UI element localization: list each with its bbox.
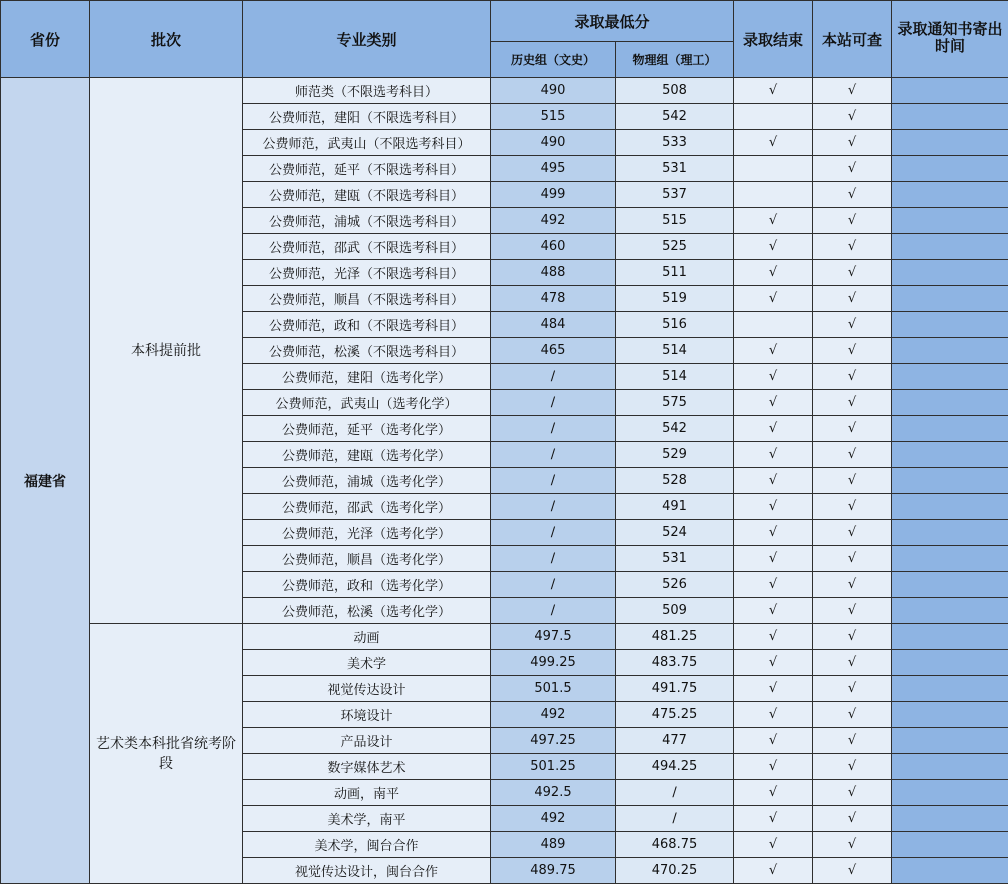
history-score-cell: ∕ [491,546,616,572]
site-query-cell: √ [813,312,892,338]
history-score-cell: 501.5 [491,676,616,702]
major-cell: 公费师范，延平（选考化学） [243,416,491,442]
history-score-cell: 515 [491,104,616,130]
physics-score-cell: 494.25 [616,754,734,780]
history-score-cell: ∕ [491,598,616,624]
notice-time-cell [892,806,1008,832]
notice-time-cell [892,728,1008,754]
notice-time-cell [892,338,1008,364]
site-query-cell: √ [813,572,892,598]
major-cell: 动画 [243,624,491,650]
major-cell: 美术学，南平 [243,806,491,832]
admission-done-cell: √ [734,728,813,754]
history-score-cell: 488 [491,260,616,286]
site-query-cell: √ [813,702,892,728]
site-query-cell: √ [813,728,892,754]
history-score-cell: 492 [491,806,616,832]
notice-time-cell [892,754,1008,780]
physics-score-cell: 516 [616,312,734,338]
site-query-cell: √ [813,234,892,260]
admission-done-cell: √ [734,676,813,702]
physics-score-cell: 537 [616,182,734,208]
site-query-header: 本站可查 [813,1,892,78]
admission-done-cell: √ [734,858,813,884]
physics-score-cell: 514 [616,364,734,390]
site-query-cell: √ [813,468,892,494]
history-score-cell: ∕ [491,494,616,520]
major-cell: 公费师范，武夷山（选考化学） [243,390,491,416]
admission-done-cell [734,182,813,208]
history-score-cell: ∕ [491,390,616,416]
history-score-cell: 492.5 [491,780,616,806]
physics-score-cell: ∕ [616,780,734,806]
history-score-cell: ∕ [491,572,616,598]
history-score-cell: 465 [491,338,616,364]
site-query-cell: √ [813,390,892,416]
history-score-cell: 490 [491,130,616,156]
major-cell: 视觉传达设计，闽台合作 [243,858,491,884]
major-cell: 公费师范，松溪（选考化学） [243,598,491,624]
site-query-cell: √ [813,260,892,286]
site-query-cell: √ [813,182,892,208]
admission-done-cell [734,156,813,182]
major-cell: 公费师范，建瓯（选考化学） [243,442,491,468]
major-cell: 公费师范，浦城（选考化学） [243,468,491,494]
major-header: 专业类别 [243,1,491,78]
major-cell: 公费师范，邵武（选考化学） [243,494,491,520]
history-score-cell: ∕ [491,468,616,494]
site-query-cell: √ [813,286,892,312]
major-cell: 数字媒体艺术 [243,754,491,780]
history-score-cell: ∕ [491,416,616,442]
notice-time-cell [892,624,1008,650]
notice-time-cell [892,234,1008,260]
admission-done-cell: √ [734,624,813,650]
history-score-cell: 492 [491,208,616,234]
min-score-header: 录取最低分 [491,1,734,42]
physics-score-cell: 491 [616,494,734,520]
physics-score-cell: 531 [616,156,734,182]
notice-time-cell [892,858,1008,884]
batch-cell: 艺术类本科批省统考阶段 [90,624,243,884]
physics-score-cell: 511 [616,260,734,286]
admission-done-cell: √ [734,546,813,572]
physics-score-cell: 519 [616,286,734,312]
site-query-cell: √ [813,780,892,806]
admission-done-cell: √ [734,234,813,260]
physics-score-cell: 542 [616,416,734,442]
history-score-cell: 460 [491,234,616,260]
admission-done-cell: √ [734,208,813,234]
history-score-cell: 499 [491,182,616,208]
notice-time-cell [892,104,1008,130]
major-cell: 公费师范，政和（选考化学） [243,572,491,598]
physics-score-cell: 491.75 [616,676,734,702]
notice-time-cell [892,832,1008,858]
notice-time-cell [892,208,1008,234]
table-body [1,78,1008,884]
notice-time-cell [892,312,1008,338]
notice-time-cell [892,650,1008,676]
major-cell: 公费师范，建阳（不限选考科目） [243,104,491,130]
admission-done-cell: √ [734,520,813,546]
admission-done-cell: √ [734,442,813,468]
site-query-cell: √ [813,598,892,624]
site-query-cell: √ [813,156,892,182]
site-query-cell: √ [813,650,892,676]
site-query-cell: √ [813,520,892,546]
admission-done-cell: √ [734,130,813,156]
batch-header: 批次 [90,1,243,78]
physics-score-cell: 477 [616,728,734,754]
major-cell: 公费师范，延平（不限选考科目） [243,156,491,182]
history-score-cell: 497.5 [491,624,616,650]
admission-done-cell: √ [734,598,813,624]
notice-time-cell [892,130,1008,156]
physics-score-cell: 533 [616,130,734,156]
physics-score-cell: 468.75 [616,832,734,858]
notice-time-cell [892,416,1008,442]
physics-score-cell: 528 [616,468,734,494]
history-group-header: 历史组（文史） [491,42,616,78]
site-query-cell: √ [813,208,892,234]
notice-time-cell [892,156,1008,182]
admission-done-cell: √ [734,468,813,494]
site-query-cell: √ [813,754,892,780]
physics-score-cell: 575 [616,390,734,416]
admission-done-cell: √ [734,832,813,858]
site-query-cell: √ [813,130,892,156]
history-score-cell: 489.75 [491,858,616,884]
history-score-cell: 501.25 [491,754,616,780]
admission-done-cell: √ [734,754,813,780]
notice-time-cell [892,702,1008,728]
site-query-cell: √ [813,624,892,650]
major-cell: 公费师范，顺昌（选考化学） [243,546,491,572]
physics-score-cell: 483.75 [616,650,734,676]
notice-time-cell [892,78,1008,104]
physics-score-cell: 475.25 [616,702,734,728]
admission-done-cell: √ [734,416,813,442]
admission-done-cell: √ [734,260,813,286]
notice-time-cell [892,676,1008,702]
physics-score-cell: 529 [616,442,734,468]
physics-score-cell: 524 [616,520,734,546]
physics-score-cell: 470.25 [616,858,734,884]
history-score-cell: ∕ [491,520,616,546]
site-query-cell: √ [813,364,892,390]
notice-time-cell [892,182,1008,208]
admission-done-cell: √ [734,364,813,390]
notice-time-cell [892,286,1008,312]
major-cell: 环境设计 [243,702,491,728]
site-query-cell: √ [813,546,892,572]
physics-score-cell: 481.25 [616,624,734,650]
admission-done-cell: √ [734,494,813,520]
admission-done-header: 录取结束 [734,1,813,78]
notice-time-cell [892,494,1008,520]
major-cell: 公费师范，政和（不限选考科目） [243,312,491,338]
site-query-cell: √ [813,806,892,832]
table-row [1,624,1008,650]
notice-time-cell [892,520,1008,546]
site-query-cell: √ [813,416,892,442]
site-query-cell: √ [813,858,892,884]
admission-done-cell: √ [734,78,813,104]
admission-done-cell: √ [734,650,813,676]
physics-score-cell: 525 [616,234,734,260]
history-score-cell: 499.25 [491,650,616,676]
site-query-cell: √ [813,832,892,858]
admission-done-cell [734,104,813,130]
admission-done-cell: √ [734,806,813,832]
notice-time-cell [892,546,1008,572]
physics-score-cell: 526 [616,572,734,598]
site-query-cell: √ [813,494,892,520]
notice-time-cell [892,442,1008,468]
major-cell: 动画，南平 [243,780,491,806]
history-score-cell: 490 [491,78,616,104]
admission-done-cell: √ [734,702,813,728]
site-query-cell: √ [813,78,892,104]
major-cell: 产品设计 [243,728,491,754]
major-cell: 美术学，闽台合作 [243,832,491,858]
notice-time-cell [892,468,1008,494]
history-score-cell: 489 [491,832,616,858]
site-query-cell: √ [813,338,892,364]
major-cell: 师范类（不限选考科目） [243,78,491,104]
major-cell: 公费师范，建瓯（不限选考科目） [243,182,491,208]
physics-score-cell: 531 [616,546,734,572]
major-cell: 美术学 [243,650,491,676]
site-query-cell: √ [813,676,892,702]
history-score-cell: ∕ [491,364,616,390]
physics-score-cell: ∕ [616,806,734,832]
major-cell: 公费师范，松溪（不限选考科目） [243,338,491,364]
header-row-1 [1,1,1008,42]
major-cell: 公费师范，顺昌（不限选考科目） [243,286,491,312]
notice-time-cell [892,572,1008,598]
physics-score-cell: 515 [616,208,734,234]
major-cell: 公费师范，光泽（不限选考科目） [243,260,491,286]
admission-done-cell: √ [734,572,813,598]
notice-time-cell [892,598,1008,624]
history-score-cell: 495 [491,156,616,182]
admission-done-cell: √ [734,286,813,312]
major-cell: 公费师范，武夷山（不限选考科目） [243,130,491,156]
physics-group-header: 物理组（理工） [616,42,734,78]
notice-time-cell [892,364,1008,390]
physics-score-cell: 508 [616,78,734,104]
admission-done-cell: √ [734,780,813,806]
batch-cell: 本科提前批 [90,78,243,624]
province-cell: 福建省 [1,78,90,884]
major-cell: 公费师范，建阳（选考化学） [243,364,491,390]
notice-time-cell [892,780,1008,806]
admission-done-cell: √ [734,338,813,364]
admission-done-cell [734,312,813,338]
province-header: 省份 [1,1,90,78]
major-cell: 公费师范，邵武（不限选考科目） [243,234,491,260]
notice-time-cell [892,260,1008,286]
major-cell: 公费师范，浦城（不限选考科目） [243,208,491,234]
history-score-cell: ∕ [491,442,616,468]
physics-score-cell: 514 [616,338,734,364]
notice-time-header: 录取通知书寄出时间 [892,1,1008,78]
admission-done-cell: √ [734,390,813,416]
history-score-cell: 484 [491,312,616,338]
major-cell: 公费师范，光泽（选考化学） [243,520,491,546]
site-query-cell: √ [813,104,892,130]
history-score-cell: 478 [491,286,616,312]
major-cell: 视觉传达设计 [243,676,491,702]
history-score-cell: 492 [491,702,616,728]
notice-time-cell [892,390,1008,416]
history-score-cell: 497.25 [491,728,616,754]
physics-score-cell: 542 [616,104,734,130]
site-query-cell: √ [813,442,892,468]
physics-score-cell: 509 [616,598,734,624]
table-row [1,78,1008,104]
